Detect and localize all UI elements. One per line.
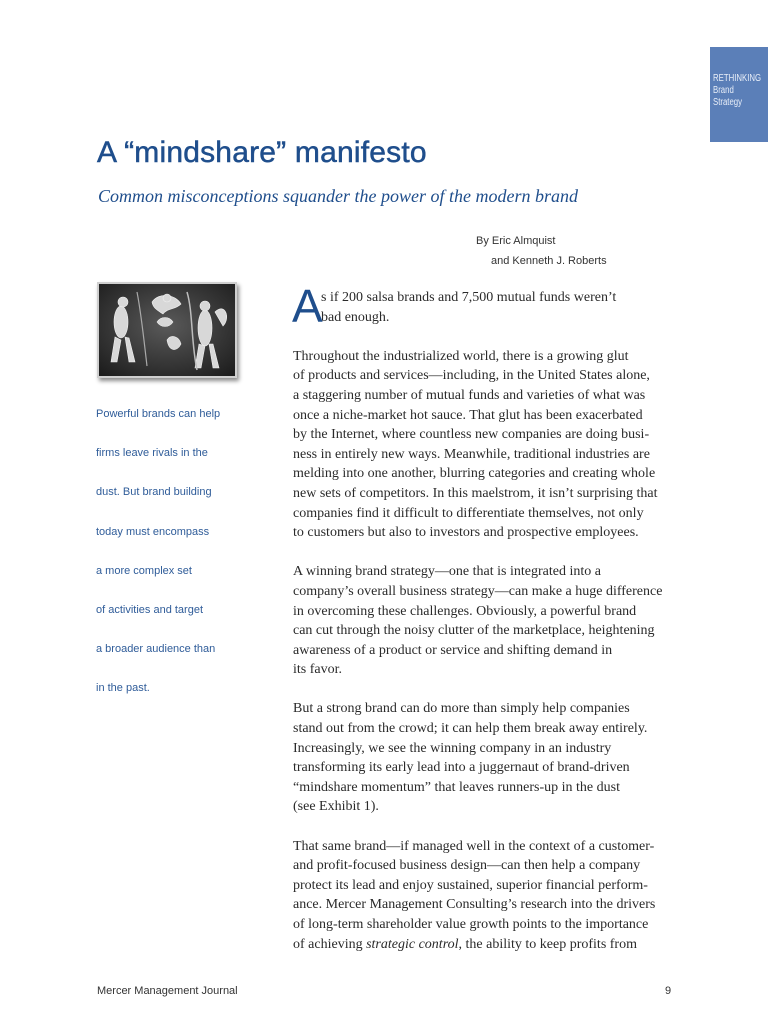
pull-quote-line: Powerful brands can help: [96, 408, 221, 420]
text-line: melding into one another, blurring categories and creating whole: [293, 466, 656, 482]
text-line: and profit-focused business design—can then help a company: [293, 858, 641, 874]
text-line: ness in entirely new ways. Meanwhile, traditional industries are: [293, 446, 650, 462]
paragraph-5: [293, 837, 678, 955]
text-line: its favor.: [293, 662, 342, 678]
text-segment: of achieving: [293, 936, 367, 952]
emphasis-strategic-control: strategic control: [366, 936, 459, 952]
pull-quote-line: firms leave rivals in the: [96, 447, 208, 460]
drop-cap: A: [292, 280, 323, 332]
pull-quote-line: in the past.: [96, 682, 150, 695]
byline: [476, 231, 607, 271]
byline-author-1: By Eric Almquist: [476, 235, 556, 247]
text-line: “mindshare momentum” that leaves runners-up in the dust: [293, 779, 620, 795]
text-line: A winning brand strategy—one that is integrated into a: [293, 564, 601, 580]
text-line: But a strong brand can do more than simply help companies: [293, 701, 630, 717]
text-line: of long-term shareholder value growth points to the importance: [293, 917, 649, 932]
paragraph-4: [293, 699, 678, 817]
pull-quote-line: today must encompass: [96, 525, 210, 538]
text-line: That same brand—if managed well in the context of a customer-: [293, 838, 655, 854]
section-tab-line3: Strategy: [713, 97, 743, 108]
text-line: [293, 935, 678, 955]
text-line: new sets of competitors. In this maelstrom, it isn’t surprising that: [293, 485, 658, 501]
text-segment: , the ability to keep profits from: [458, 936, 637, 952]
classical-relief-image: [97, 282, 237, 378]
text-line: by the Internet, where countless new companies are doing busi-: [293, 427, 650, 443]
pull-quote-line: of activities and target: [96, 603, 204, 616]
text-line: protect its lead and enjoy sustained, superior financial perform-: [293, 877, 648, 893]
article-body: [292, 280, 678, 974]
paragraph-3: [293, 562, 678, 680]
pull-quote: [96, 405, 266, 719]
text-line: ance. Mercer Management Consulting’s research into the drivers: [293, 897, 656, 913]
text-line: s if 200 salsa brands and 7,500 mutual funds weren’t: [321, 290, 617, 305]
text-line: a staggering number of mutual funds and varieties of what was: [293, 387, 646, 403]
text-line: company’s overall business strategy—can make a huge difference: [293, 583, 663, 599]
section-tab-line1: RETHINKING: [713, 73, 762, 84]
text-line: can cut through the noisy clutter of the marketplace, heightening: [293, 623, 655, 639]
section-tab-line2: Brand: [713, 85, 734, 96]
text-line: once a niche-market hot sauce. That glut has been exacerbated: [293, 407, 643, 423]
article-title: A “mindshare” manifesto: [97, 136, 427, 169]
page-number: 9: [665, 985, 672, 997]
byline-author-2: and Kenneth J. Roberts: [491, 255, 607, 267]
text-line: (see Exhibit 1).: [293, 799, 379, 815]
section-tab: [710, 47, 768, 142]
text-line: companies find it difficult to differentiate themselves, not only: [293, 505, 644, 521]
pull-quote-line: dust. But brand building: [96, 486, 212, 499]
pull-quote-line: a broader audience than: [96, 643, 216, 656]
text-line: in overcoming these challenges. Obviously, a powerful brand: [293, 603, 637, 619]
article-subtitle: Common misconceptions squander the power of the modern brand: [98, 186, 578, 206]
footer-journal-name: Mercer Management Journal: [97, 985, 238, 997]
pull-quote-line: a more complex set: [96, 564, 192, 577]
text-line: of products and services—including, in the United States alone,: [293, 368, 650, 384]
text-line: awareness of a product or service and shifting demand in: [293, 642, 613, 658]
text-line: Throughout the industrialized world, there is a growing glut: [293, 348, 629, 364]
text-line: bad enough.: [321, 309, 390, 325]
text-line: transforming its early lead into a juggernaut of brand-driven: [293, 760, 630, 776]
paragraph-1: [292, 280, 678, 332]
text-line: Increasingly, we see the winning company in an industry: [293, 740, 612, 756]
text-line: stand out from the crowd; it can help them break away entirely.: [293, 721, 648, 737]
text-line: to customers but also to investors and prospective employees.: [293, 525, 639, 541]
paragraph-2: [293, 347, 678, 543]
